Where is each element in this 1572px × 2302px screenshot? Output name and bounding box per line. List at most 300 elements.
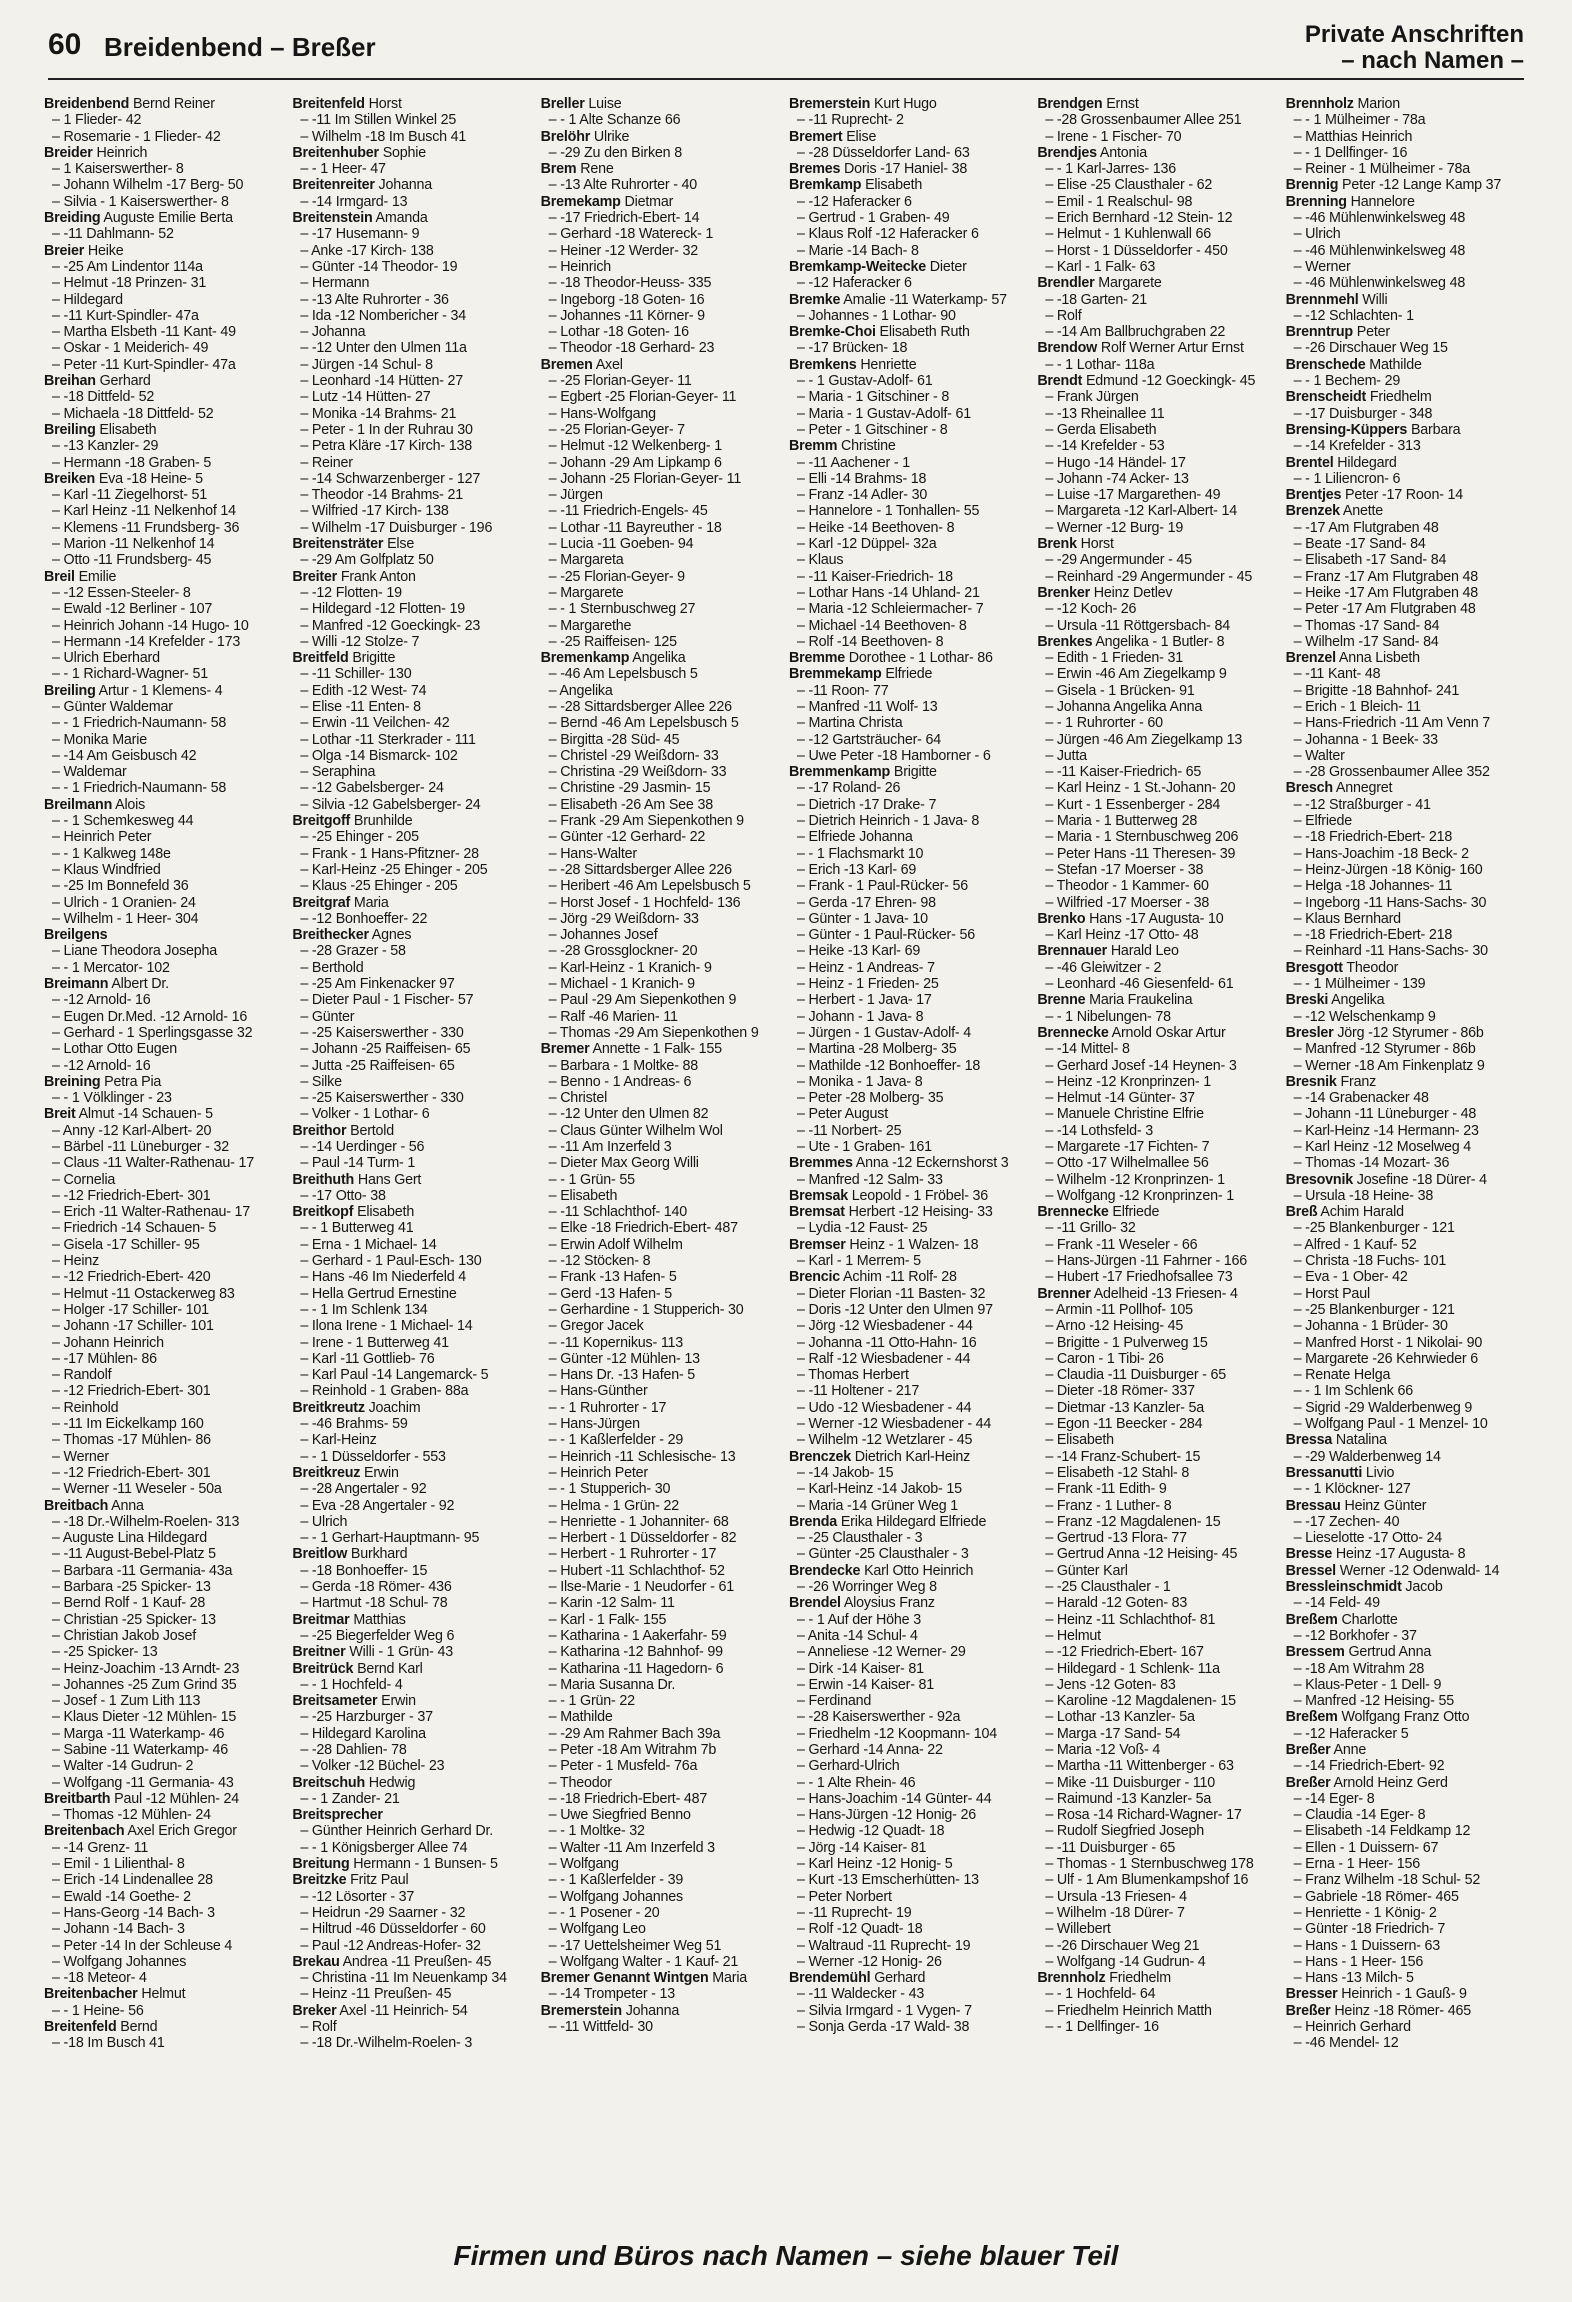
directory-entry (1286, 455, 1528, 471)
entry-sub-line: – Jens -12 Goten- 83 (1037, 1677, 1279, 1693)
entry-sub-line: – Leonhard -46 Giesenfeld- 61 (1037, 976, 1279, 992)
entry-sub-line: – Horst Josef - 1 Hochfeld- 136 (541, 895, 783, 911)
entry-surname: Breitenstein (292, 210, 373, 227)
entry-sub-line: – Herbert - 1 Düsseldorfer - 82 (541, 1530, 783, 1546)
entry-sub-line: – Uwe Siegfried Benno (541, 1807, 783, 1823)
entry-first-name: Horst (368, 96, 402, 112)
entry-sub-line: – -17 Otto- 38 (292, 1188, 534, 1204)
entry-sub-line: – Günter -12 Mühlen- 13 (541, 1351, 783, 1367)
entry-first-name: Aloysius Franz (843, 1595, 935, 1612)
entry-surname: Breitkreuz (292, 1464, 361, 1481)
directory-entry (1037, 96, 1279, 112)
entry-sub-line: – -11 Kant- 48 (1286, 666, 1528, 682)
entry-surname: Bresovnik (1285, 1171, 1353, 1188)
entry-sub-line: – Klaus -25 Ehinger - 205 (292, 878, 534, 894)
directory-entry (292, 1693, 534, 1709)
entry-sub-line: – -12 Unter den Ulmen 11a (292, 340, 534, 356)
entry-sub-line: – Ewald -12 Berliner - 107 (44, 601, 286, 617)
entry-sub-line: – -17 Husemann- 9 (292, 226, 534, 242)
directory-entry (44, 1791, 286, 1807)
entry-sub-line: – -28 Grossenbaumer Allee 251 (1037, 112, 1279, 128)
entry-surname: Bremer (540, 1041, 590, 1058)
entry-sub-line: – -46 Am Lepelsbusch 5 (541, 666, 783, 682)
entry-sub-line: – Günter -25 Clausthaler - 3 (789, 1546, 1031, 1562)
page-range-title: Breidenbend – Breßer (104, 32, 376, 62)
entry-first-name: Franz (1340, 1073, 1377, 1090)
entry-surname: Bremke-Choi (788, 324, 876, 341)
entry-surname: Breller (540, 96, 585, 112)
entry-surname: Brem (540, 161, 577, 178)
entry-sub-line: – -11 Norbert- 25 (789, 1123, 1031, 1139)
entry-surname: Brendel (788, 1595, 841, 1612)
entry-surname: Brennholz (1037, 1970, 1106, 1987)
entry-sub-line: – Rolf -12 Quadt- 18 (789, 1921, 1031, 1937)
entry-sub-line: – Eva -28 Angertaler - 92 (292, 1498, 534, 1514)
entry-sub-line: – Silvia - 1 Kaiserswerther- 8 (44, 194, 286, 210)
entry-surname: Brenker (1037, 584, 1090, 601)
entry-sub-line: – Ewald -14 Goethe- 2 (44, 1889, 286, 1905)
entry-sub-line: – -25 Blankenburger - 121 (1286, 1302, 1528, 1318)
entry-sub-line: – Elise -11 Enten- 8 (292, 699, 534, 715)
entry-surname: Bresnik (1285, 1073, 1337, 1090)
entry-sub-line: – Günter -12 Gerhard- 22 (541, 829, 783, 845)
entry-sub-line: – Werner -11 Weseler - 50a (44, 1481, 286, 1497)
entry-sub-line: – Klaus (789, 552, 1031, 568)
entry-first-name: Elisabeth Ruth (879, 324, 970, 341)
entry-sub-line: – Ulrich - 1 Oranien- 24 (44, 895, 286, 911)
entry-sub-line: – Hans - 1 Duissern- 63 (1286, 1938, 1528, 1954)
entry-sub-line: – Gerhard-Ulrich (789, 1758, 1031, 1774)
entry-sub-line: – - 1 Lothar- 118a (1037, 357, 1279, 373)
directory-column (1286, 96, 1528, 2236)
entry-sub-line: – Manuele Christine Elfrie (1037, 1106, 1279, 1122)
entry-sub-line: – -29 Am Rahmer Bach 39a (541, 1726, 783, 1742)
entry-sub-line: – Hans - 1 Heer- 156 (1286, 1954, 1528, 1970)
directory-entry (292, 1661, 534, 1677)
entry-sub-line: – Silvia -12 Gabelsberger- 24 (292, 797, 534, 813)
entry-sub-line: – Waltraud -11 Ruprecht- 19 (789, 1938, 1031, 1954)
entry-sub-line: – Lothar Otto Eugen (44, 1041, 286, 1057)
entry-sub-line: – 1 Kaiserswerther- 8 (44, 161, 286, 177)
entry-first-name: Axel (595, 356, 623, 373)
entry-surname: Breitenfeld (44, 2019, 117, 2036)
directory-entry (1286, 1986, 1528, 2002)
section-title (1305, 22, 1524, 74)
entry-sub-line: – Thomas -29 Am Siepenkothen 9 (541, 1025, 783, 1041)
entry-sub-line: – Heinrich (541, 259, 783, 275)
entry-sub-line: – Michael -14 Beethoven- 8 (789, 618, 1031, 634)
entry-sub-line: – Udo -12 Wiesbadener - 44 (789, 1400, 1031, 1416)
entry-sub-line: – - 1 Hochfeld- 4 (292, 1677, 534, 1693)
entry-sub-line: – Brigitte -18 Bahnhof- 241 (1286, 683, 1528, 699)
entry-first-name: Margarete (1098, 275, 1162, 292)
entry-sub-line: – Maria - 1 Gustav-Adolf- 61 (789, 406, 1031, 422)
entry-first-name: Heinz Detlev (1093, 584, 1173, 601)
directory-entry (1286, 194, 1528, 210)
entry-sub-line: – Peter -18 Am Witrahm 7b (541, 1742, 783, 1758)
entry-sub-line: – -46 Gleiwitzer - 2 (1037, 960, 1279, 976)
entry-sub-line: – -11 Wittfeld- 30 (541, 2019, 783, 2035)
entry-sub-line: – - 1 Im Schlenk 134 (292, 1302, 534, 1318)
entry-sub-line: – Wilhelm -18 Dürer- 7 (1037, 1905, 1279, 1921)
entry-sub-line: – Frank -29 Am Siepenkothen 9 (541, 813, 783, 829)
entry-surname: Bresser (1285, 1986, 1338, 2003)
entry-surname: Bremert (788, 128, 843, 145)
entry-sub-line: – Heinz - 1 Andreas- 7 (789, 960, 1031, 976)
entry-sub-line: – Helmut -18 Prinzen- 31 (44, 275, 286, 291)
entry-sub-line: – -18 Im Busch 41 (44, 2035, 286, 2051)
directory-entry (789, 1188, 1031, 1204)
entry-sub-line: – -11 Ruprecht- 2 (789, 112, 1031, 128)
entry-surname: Bresler (1285, 1024, 1334, 1041)
directory-entry (789, 1204, 1031, 1220)
directory-entry (789, 161, 1031, 177)
entry-sub-line: – Ulrich Eberhard (44, 650, 286, 666)
entry-surname: Breski (1285, 992, 1329, 1009)
entry-sub-line: – -46 Mühlenwinkelsweg 48 (1286, 275, 1528, 291)
entry-sub-line: – Hans-Georg -14 Bach- 3 (44, 1905, 286, 1921)
entry-surname: Breitzke (292, 1872, 347, 1889)
entry-surname: Bremerstein (788, 96, 871, 112)
entry-sub-line: – Josef - 1 Zum Lith 113 (44, 1693, 286, 1709)
entry-sub-line: – -13 Alte Ruhrorter - 36 (292, 292, 534, 308)
entry-sub-line: – - 1 Hochfeld- 64 (1037, 1986, 1279, 2002)
directory-entry (292, 1856, 534, 1872)
entry-sub-line: – Anneliese -12 Werner- 29 (789, 1644, 1031, 1660)
entry-sub-line: – Karl-Heinz -14 Jakob- 15 (789, 1481, 1031, 1497)
entry-sub-line: – Franz Wilhelm -18 Schul- 52 (1286, 1872, 1528, 1888)
entry-sub-line: – Gertrud - 1 Graben- 49 (789, 210, 1031, 226)
directory-entry (1286, 1709, 1528, 1725)
entry-sub-line: – Uwe Peter -18 Hamborner - 6 (789, 748, 1031, 764)
entry-sub-line: – Hermann -14 Krefelder - 173 (44, 634, 286, 650)
entry-sub-line: – Berthold (292, 960, 534, 976)
directory-entry (292, 1644, 534, 1660)
entry-sub-line: – - 1 Butterweg 41 (292, 1220, 534, 1236)
entry-surname: Breßer (1285, 2002, 1331, 2019)
entry-sub-line: – Peter -14 In der Schleuse 4 (44, 1938, 286, 1954)
directory-entry (1286, 1742, 1528, 1758)
entry-surname: Bressanutti (1285, 1464, 1363, 1481)
directory-entry (541, 650, 783, 666)
directory-entry (44, 471, 286, 487)
entry-sub-line: – Heinz -12 Kronprinzen- 1 (1037, 1074, 1279, 1090)
entry-sub-line: – - 1 Friedrich-Naumann- 58 (44, 715, 286, 731)
directory-entry (1286, 650, 1528, 666)
entry-sub-line: – Theodor - 1 Kammer- 60 (1037, 878, 1279, 894)
entry-sub-line: – Heike -13 Karl- 69 (789, 943, 1031, 959)
entry-surname: Breiling (44, 682, 96, 699)
entry-sub-line: – Jürgen -14 Schul- 8 (292, 357, 534, 373)
entry-first-name: Friedhelm (1369, 389, 1432, 406)
entry-first-name: Anna Lisbeth (1338, 650, 1420, 667)
entry-sub-line: – - 1 Mülheimer - 139 (1286, 976, 1528, 992)
entry-sub-line: – Dieter Florian -11 Basten- 32 (789, 1286, 1031, 1302)
entry-sub-line: – Wilhelm -12 Kronprinzen- 1 (1037, 1172, 1279, 1188)
entry-first-name: Karl Otto Heinrich (864, 1562, 974, 1579)
entry-first-name: Ernst (1106, 96, 1139, 112)
entry-first-name: Rene (580, 161, 614, 178)
directory-entry (1286, 960, 1528, 976)
entry-sub-line: – Heinrich Johann -14 Hugo- 10 (44, 618, 286, 634)
entry-sub-line: – -17 Roland- 26 (789, 780, 1031, 796)
entry-sub-line: – Hans-Jürgen -12 Honig- 26 (789, 1807, 1031, 1823)
directory-entry (541, 194, 783, 210)
entry-sub-line: – Erich -13 Karl- 69 (789, 862, 1031, 878)
entry-sub-line: – Hubert -11 Schlachthof- 52 (541, 1563, 783, 1579)
entry-sub-line: – Heinz-Joachim -13 Arndt- 23 (44, 1661, 286, 1677)
footer-note: Firmen und Büros nach Namen – siehe blauer Teil (453, 2240, 1119, 2271)
entry-sub-line: – Peter August (789, 1106, 1031, 1122)
entry-sub-line: – Maria -12 Voß- 4 (1037, 1742, 1279, 1758)
directory-entry (1037, 585, 1279, 601)
entry-sub-line: – Hubert -17 Friedhofsallee 73 (1037, 1269, 1279, 1285)
entry-first-name: Axel -11 Heinrich- 54 (339, 2002, 468, 2019)
entry-surname: Bressleinschmidt (1285, 1579, 1402, 1596)
entry-sub-line: – Christian -25 Spicker- 13 (44, 1612, 286, 1628)
directory-entry (1037, 1286, 1279, 1302)
entry-sub-line: – -25 Am Lindentor 114a (44, 259, 286, 275)
entry-sub-line: – Gerda -18 Römer- 436 (292, 1579, 534, 1595)
entry-first-name: Gerhard (99, 373, 151, 390)
entry-surname: Breitrück (292, 1660, 354, 1677)
entry-sub-line: – Günter - 1 Paul-Rücker- 56 (789, 927, 1031, 943)
entry-sub-line: – Hans -46 Im Niederfeld 4 (292, 1269, 534, 1285)
entry-first-name: Bernd (120, 2019, 158, 2036)
entry-sub-line: – Thomas -17 Mühlen- 86 (44, 1432, 286, 1448)
entry-sub-line: – Ursula -13 Friesen- 4 (1037, 1889, 1279, 1905)
entry-surname: Breier (44, 242, 85, 259)
entry-sub-line: – Karin -12 Salm- 11 (541, 1595, 783, 1611)
entry-sub-line: – Hannelore - 1 Tonhallen- 55 (789, 503, 1031, 519)
entry-sub-line: – - 1 Gerhart-Hauptmann- 95 (292, 1530, 534, 1546)
entry-first-name: Elfriede (1112, 1204, 1160, 1221)
directory-entry (292, 813, 534, 829)
entry-sub-line: – Erna - 1 Heer- 156 (1286, 1856, 1528, 1872)
entry-sub-line: – Heike -17 Am Flutgraben 48 (1286, 585, 1528, 601)
entry-sub-line: – Henriette - 1 König- 2 (1286, 1905, 1528, 1921)
entry-sub-line: – Heinz -11 Preußen- 45 (292, 1986, 534, 2002)
entry-surname: Brendgen (1037, 96, 1103, 112)
entry-sub-line: – Marion -11 Nelkenhof 14 (44, 536, 286, 552)
directory-entry (292, 145, 534, 161)
directory-entry (44, 683, 286, 699)
entry-sub-line: – Frank Jürgen (1037, 389, 1279, 405)
entry-surname: Bremenkamp (540, 650, 630, 667)
entry-first-name: Bernd Reiner (132, 96, 215, 112)
directory-entry (1286, 177, 1528, 193)
directory-column (541, 96, 783, 2236)
entry-sub-line: – Peter Norbert (789, 1889, 1031, 1905)
directory-entry (789, 324, 1031, 340)
entry-sub-line: – Hans-Günther (541, 1383, 783, 1399)
entry-sub-line: – Auguste Lina Hildegard (44, 1530, 286, 1546)
entry-sub-line: – -29 Walderbenweg 14 (1286, 1449, 1528, 1465)
entry-sub-line: – Helmut -11 Ostackerweg 83 (44, 1286, 286, 1302)
entry-sub-line: – Friedhelm -12 Koopmann- 104 (789, 1726, 1031, 1742)
entry-sub-line: – Mathilde -12 Bonhoeffer- 18 (789, 1058, 1031, 1074)
entry-first-name: Peter -17 Roon- 14 (1345, 487, 1464, 504)
entry-first-name: Leopold - 1 Fröbel- 36 (851, 1187, 989, 1204)
entry-sub-line: – Jürgen (541, 487, 783, 503)
entry-first-name: Hannelore (1350, 193, 1415, 210)
entry-sub-line: – Johann Wilhelm -17 Berg- 50 (44, 177, 286, 193)
entry-sub-line: – Rolf -14 Beethoven- 8 (789, 634, 1031, 650)
entry-surname: Breitschuh (292, 1774, 366, 1791)
entry-sub-line: – -11 Roon- 77 (789, 683, 1031, 699)
entry-sub-line: – Peter -28 Molberg- 35 (789, 1090, 1031, 1106)
entry-sub-line: – Rosemarie - 1 Flieder- 42 (44, 129, 286, 145)
entry-sub-line: – -28 Dahlien- 78 (292, 1742, 534, 1758)
entry-sub-line: – - 1 Mülheimer - 78a (1286, 112, 1528, 128)
entry-sub-line: – Katharina -11 Hagedorn- 6 (541, 1661, 783, 1677)
entry-sub-line: – - 1 Nibelungen- 78 (1037, 1009, 1279, 1025)
directory-columns (44, 96, 1528, 2236)
entry-sub-line: – -12 Borkhofer - 37 (1286, 1628, 1528, 1644)
entry-sub-line: – Karl Heinz - 1 St.-Johann- 20 (1037, 780, 1279, 796)
entry-sub-line: – Johann -25 Raiffeisen- 65 (292, 1041, 534, 1057)
entry-sub-line: – -12 Gabelsberger- 24 (292, 780, 534, 796)
entry-sub-line: – -28 Kaiserswerther - 92a (789, 1709, 1031, 1725)
entry-sub-line: – Barbara -11 Germania- 43a (44, 1563, 286, 1579)
entry-sub-line: – Gisela - 1 Brücken- 91 (1037, 683, 1279, 699)
entry-sub-line: – Horst - 1 Düsseldorfer - 450 (1037, 243, 1279, 259)
entry-sub-line: – 1 Flieder- 42 (44, 112, 286, 128)
entry-sub-line: – - 1 Grün- 55 (541, 1172, 783, 1188)
entry-surname: Bremmenkamp (788, 764, 891, 781)
entry-sub-line: – -14 Am Geisbusch 42 (44, 748, 286, 764)
entry-surname: Bressem (1285, 1644, 1345, 1661)
entry-sub-line: – -26 Dirschauer Weg 21 (1037, 1938, 1279, 1954)
entry-sub-line: – -14 Uerdinger - 56 (292, 1139, 534, 1155)
entry-first-name: Hedwig (368, 1774, 416, 1791)
entry-sub-line: – Erwin -46 Am Ziegelkamp 9 (1037, 666, 1279, 682)
entry-sub-line: – - 1 Auf der Höhe 3 (789, 1612, 1031, 1628)
entry-surname: Brennauer (1037, 943, 1108, 960)
entry-sub-line: – -14 Schwarzenberger - 127 (292, 471, 534, 487)
entry-sub-line: – -14 Grabenacker 48 (1286, 1090, 1528, 1106)
entry-sub-line: – Angelika (541, 683, 783, 699)
entry-sub-line: – Liane Theodora Josepha (44, 943, 286, 959)
entry-sub-line: – Kurt -13 Emscherhütten- 13 (789, 1872, 1031, 1888)
entry-sub-line: – Ilse-Marie - 1 Neudorfer - 61 (541, 1579, 783, 1595)
entry-surname: Breitenhuber (292, 144, 379, 161)
entry-sub-line: – -11 Kaiser-Friedrich- 65 (1037, 764, 1279, 780)
entry-sub-line: – - 1 Königsberger Allee 74 (292, 1840, 534, 1856)
entry-sub-line: – Klaus Rolf -12 Haferacker 6 (789, 226, 1031, 242)
entry-sub-line: – Ida -12 Nombericher - 34 (292, 308, 534, 324)
entry-sub-line: – Margarete -17 Fichten- 7 (1037, 1139, 1279, 1155)
entry-first-name: Peter (1356, 324, 1390, 341)
entry-first-name: Albert Dr. (111, 976, 169, 993)
entry-sub-line: – Karl-Heinz (292, 1432, 534, 1448)
entry-sub-line: – Rosa -14 Richard-Wagner- 17 (1037, 1807, 1279, 1823)
entry-first-name: Amalie -11 Waterkamp- 57 (843, 291, 1007, 308)
entry-sub-line: – Holger -17 Schiller- 101 (44, 1302, 286, 1318)
entry-sub-line: – -12 Friedrich-Ebert- 167 (1037, 1644, 1279, 1660)
entry-sub-line: – Karl Paul -14 Langemarck- 5 (292, 1367, 534, 1383)
entry-sub-line: – Johann -14 Bach- 3 (44, 1921, 286, 1937)
entry-sub-line: – -14 Franz-Schubert- 15 (1037, 1449, 1279, 1465)
directory-entry (789, 1563, 1031, 1579)
entry-sub-line: – - 1 Sternbuschweg 27 (541, 601, 783, 617)
entry-surname: Brenntrup (1285, 324, 1353, 341)
entry-sub-line: – Günter Karl (1037, 1563, 1279, 1579)
entry-sub-line: – Hermann (292, 275, 534, 291)
entry-sub-line: – Christina -11 Im Neuenkamp 34 (292, 1970, 534, 1986)
entry-sub-line: – -13 Kanzler- 29 (44, 438, 286, 454)
entry-sub-line: – Jörg -12 Wiesbadener - 44 (789, 1318, 1031, 1334)
entry-sub-line: – Dieter -18 Römer- 337 (1037, 1383, 1279, 1399)
entry-sub-line: – Barbara -25 Spicker- 13 (44, 1579, 286, 1595)
entry-sub-line: – Renate Helga (1286, 1367, 1528, 1383)
entry-sub-line: – Wilhelm -18 Im Busch 41 (292, 129, 534, 145)
entry-sub-line: – Ilona Irene - 1 Michael- 14 (292, 1318, 534, 1334)
entry-sub-line: – Gerhard - 1 Paul-Esch- 130 (292, 1253, 534, 1269)
entry-first-name: Fritz Paul (350, 1872, 409, 1889)
entry-surname: Bremsak (788, 1187, 848, 1204)
entry-sub-line: – Klaus Bernhard (1286, 911, 1528, 927)
directory-entry (789, 1970, 1031, 1986)
entry-sub-line: – Wilfried -17 Kirch- 138 (292, 503, 534, 519)
entry-first-name: Elfriede (885, 666, 933, 683)
entry-sub-line: – Helmut -14 Günter- 37 (1037, 1090, 1279, 1106)
entry-sub-line: – Anke -17 Kirch- 138 (292, 243, 534, 259)
entry-sub-line: – Maria -12 Schleiermacher- 7 (789, 601, 1031, 617)
entry-first-name: Heinrich - 1 Gauß- 9 (1341, 1986, 1467, 2003)
entry-sub-line: – -46 Brahms- 59 (292, 1416, 534, 1432)
entry-sub-line: – -14 Feld- 49 (1286, 1595, 1528, 1611)
entry-first-name: Heike (87, 242, 124, 259)
entry-sub-line: – Eugen Dr.Med. -12 Arnold- 16 (44, 1009, 286, 1025)
entry-surname: Breitfeld (292, 650, 349, 667)
directory-entry (292, 1465, 534, 1481)
directory-entry (44, 569, 286, 585)
entry-surname: Brenner (1037, 1285, 1091, 1302)
entry-sub-line: – Rolf (292, 2019, 534, 2035)
entry-first-name: Hermann - 1 Bunsen- 5 (353, 1856, 498, 1873)
entry-sub-line: – -14 Lothsfeld- 3 (1037, 1123, 1279, 1139)
entry-sub-line: – -12 Gartsträucher- 64 (789, 732, 1031, 748)
directory-column (1037, 96, 1279, 2236)
entry-sub-line: – Martina Christa (789, 715, 1031, 731)
entry-sub-line: – Maria - 1 Butterweg 28 (1037, 813, 1279, 829)
entry-surname: Brenschede (1285, 356, 1366, 373)
entry-sub-line: – Karl-Heinz -14 Hermann- 23 (1286, 1123, 1528, 1139)
entry-sub-line: – -25 Kaiserswerther - 330 (292, 1025, 534, 1041)
entry-sub-line: – Karl Heinz -12 Moselweg 4 (1286, 1139, 1528, 1155)
directory-entry (292, 1775, 534, 1791)
directory-entry (789, 1155, 1031, 1171)
directory-entry (789, 438, 1031, 454)
entry-sub-line: – Werner (1286, 259, 1528, 275)
entry-sub-line: – Peter -11 Kurt-Spindler- 47a (44, 357, 286, 373)
entry-surname: Breitung (292, 1856, 350, 1873)
entry-sub-line: – Michaela -18 Dittfeld- 52 (44, 406, 286, 422)
entry-sub-line: – Herbert - 1 Java- 17 (789, 992, 1031, 1008)
entry-sub-line: – -14 Am Ballbruchgraben 22 (1037, 324, 1279, 340)
directory-entry (44, 1074, 286, 1090)
entry-surname: Brendler (1037, 275, 1095, 292)
entry-first-name: Maria Fraukelina (1089, 992, 1193, 1009)
directory-entry (1286, 1204, 1528, 1220)
entry-sub-line: – Hans-Joachim -14 Günter- 44 (789, 1791, 1031, 1807)
entry-first-name: Sophie (382, 144, 427, 161)
entry-surname: Breitensträter (292, 536, 384, 553)
entry-sub-line: – Karl-Heinz -25 Ehinger - 205 (292, 862, 534, 878)
entry-sub-line: – Willi -12 Stolze- 7 (292, 634, 534, 650)
entry-first-name: Andrea -11 Preußen- 45 (342, 1953, 492, 1970)
